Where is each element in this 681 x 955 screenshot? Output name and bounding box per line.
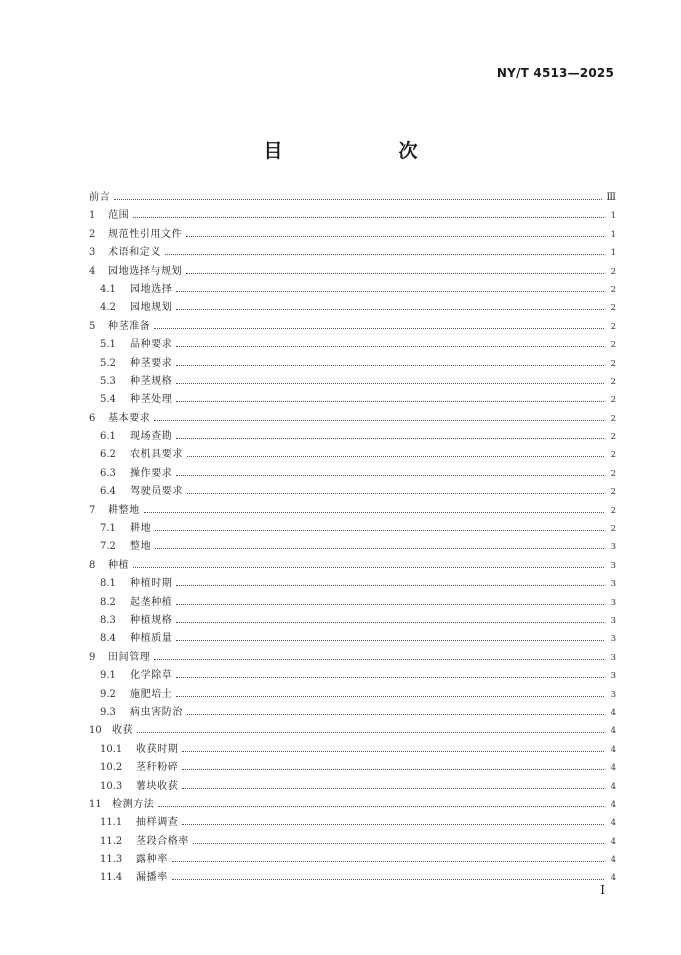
toc-entry-label: 术语和定义 [108, 247, 161, 259]
toc-entry-label: 漏播率 [136, 872, 168, 884]
toc-entry[interactable] [89, 355, 616, 373]
toc-entry-label: 范围 [108, 210, 130, 222]
toc-entry-label: 耕地 [130, 523, 152, 535]
dot-leader [176, 290, 604, 292]
toc-entry[interactable] [89, 594, 616, 612]
toc-entry[interactable] [89, 465, 616, 483]
toc-entry-page: 4 [610, 836, 616, 847]
toc-entry-page: 2 [610, 505, 616, 516]
toc-entry[interactable] [89, 869, 616, 887]
toc-entry[interactable] [89, 667, 616, 685]
toc-entry-page: 2 [610, 487, 616, 498]
toc-entry-page: 4 [610, 726, 616, 737]
toc-entry-number: 7.1 [100, 523, 116, 535]
toc-entry-number: 6.2 [100, 449, 116, 461]
dot-leader [176, 603, 604, 605]
toc-entry[interactable] [89, 649, 616, 667]
toc-entry-page: 4 [610, 873, 616, 884]
page-title: 目 次 [263, 140, 444, 162]
dot-leader [155, 529, 604, 531]
toc-entry[interactable] [89, 759, 616, 777]
toc-entry-number: 6.4 [100, 486, 116, 498]
dot-leader [187, 713, 604, 715]
toc-entry-number: 8.3 [100, 614, 116, 626]
toc-entry-number: 7.2 [100, 541, 116, 553]
toc-entry-number: 5.1 [100, 339, 116, 351]
toc-entry[interactable] [89, 630, 616, 648]
toc-entry-label: 检测方法 [112, 798, 155, 810]
toc-entry-page: 3 [610, 652, 616, 663]
toc-entry-page: 1 [610, 248, 616, 259]
toc-entry-page: 3 [610, 560, 616, 571]
toc-entry-page: 3 [610, 597, 616, 608]
toc-entry[interactable] [89, 446, 616, 464]
dot-leader [176, 308, 604, 310]
dot-leader [155, 547, 604, 549]
dot-leader [176, 400, 604, 402]
toc-entry-label: 种茎处理 [130, 394, 173, 406]
toc-entry-number: 4 [89, 265, 96, 277]
toc-entry-number: 11.2 [100, 835, 123, 847]
toc-entry-page: 2 [610, 284, 616, 295]
toc-entry-page: 2 [610, 450, 616, 461]
toc-entry-label: 抽样调查 [136, 817, 179, 829]
toc-entry-page: 4 [610, 781, 616, 792]
toc-entry-number: 11.3 [100, 854, 123, 866]
toc-entry-number: 9.2 [100, 688, 116, 700]
toc-entry-number: 6.3 [100, 467, 116, 479]
dot-leader [176, 345, 604, 347]
toc-entry-number: 5.2 [100, 357, 116, 369]
dot-leader [154, 658, 604, 660]
dot-leader [154, 419, 604, 421]
toc-entry-page: 4 [610, 799, 616, 810]
toc-entry-page: 2 [610, 358, 616, 369]
toc-entry-number: 2 [89, 228, 96, 240]
table-of-contents [89, 189, 616, 888]
toc-entry-number: 9.3 [100, 706, 116, 718]
toc-entry-number: 5 [89, 320, 96, 332]
toc-entry-page: 2 [610, 340, 616, 351]
toc-entry-page: 3 [610, 689, 616, 700]
dot-leader [137, 731, 604, 733]
dot-leader [172, 860, 604, 862]
toc-entry-label: 种植时期 [130, 578, 173, 590]
dot-leader [186, 235, 604, 237]
dot-leader [172, 878, 604, 880]
toc-entry-label: 前言 [89, 192, 111, 203]
dot-leader [158, 805, 604, 807]
toc-entry-label: 种茎要求 [130, 357, 173, 369]
toc-entry-label: 种植 [108, 559, 130, 571]
toc-entry-page: 3 [610, 542, 616, 553]
toc-entry-page: 2 [610, 266, 616, 277]
toc-entry-number: 4.1 [100, 283, 116, 295]
toc-entry-label: 驾驶员要求 [130, 486, 183, 498]
toc-entry[interactable] [89, 318, 616, 336]
toc-entry-page: 1 [610, 229, 616, 240]
toc-entry-page: 2 [610, 376, 616, 387]
toc-entry-page: 2 [610, 321, 616, 332]
toc-entry[interactable] [89, 538, 616, 556]
toc-entry[interactable] [89, 226, 616, 244]
toc-entry-label: 耕整地 [108, 504, 140, 516]
toc-entry-label: 种植规格 [130, 614, 173, 626]
toc-entry-page: 3 [610, 671, 616, 682]
toc-entry-page: 2 [610, 395, 616, 406]
toc-entry[interactable] [89, 263, 616, 281]
toc-entry-number: 9.1 [100, 670, 116, 682]
dot-leader [182, 823, 604, 825]
dot-leader [154, 327, 604, 329]
toc-entry[interactable] [89, 410, 616, 428]
toc-entry-number: 6.1 [100, 431, 116, 443]
toc-entry-number: 8.1 [100, 578, 116, 590]
toc-entry-label: 薯块收获 [136, 780, 179, 792]
toc-entry-number: 5.3 [100, 375, 116, 387]
toc-entry-label: 田间管理 [108, 651, 151, 663]
toc-entry[interactable] [89, 704, 616, 722]
toc-entry-label: 园地规划 [130, 302, 173, 314]
toc-entry-page: 4 [610, 818, 616, 829]
toc-entry[interactable] [89, 207, 616, 225]
toc-entry-number: 10 [89, 725, 102, 737]
toc-entry-number: 10.2 [100, 762, 123, 774]
toc-entry-page: 4 [610, 707, 616, 718]
toc-entry-label: 现场查勘 [130, 431, 173, 443]
toc-entry[interactable] [89, 814, 616, 832]
toc-entry-number: 9 [89, 651, 96, 663]
toc-entry-number: 1 [89, 210, 96, 222]
dot-leader [182, 750, 604, 752]
toc-entry-label: 园地选择 [130, 283, 173, 295]
toc-entry[interactable] [89, 520, 616, 538]
toc-entry-number: 11.1 [100, 817, 123, 829]
toc-entry-label: 规范性引用文件 [108, 228, 183, 240]
toc-entry-label: 操作要求 [130, 467, 173, 479]
toc-entry[interactable] [89, 281, 616, 299]
toc-entry-page: 1 [610, 211, 616, 222]
toc-entry[interactable] [89, 722, 616, 740]
toc-entry-number: 8 [89, 559, 96, 571]
dot-leader [176, 474, 604, 476]
toc-entry-page: 3 [610, 579, 616, 590]
dot-leader [187, 455, 604, 457]
toc-entry-page: 2 [610, 468, 616, 479]
toc-entry-number: 11.4 [100, 872, 123, 884]
toc-entry[interactable] [89, 502, 616, 520]
dot-leader [176, 676, 604, 678]
dot-leader [193, 842, 604, 844]
dot-leader [182, 787, 604, 789]
dot-leader [176, 695, 604, 697]
dot-leader [176, 584, 604, 586]
dot-leader [133, 566, 604, 568]
toc-entry[interactable] [89, 796, 616, 814]
toc-entry-number: 11 [89, 798, 102, 810]
toc-entry-number: 4.2 [100, 302, 116, 314]
toc-entry[interactable] [89, 612, 616, 630]
toc-entry-label: 起垄种植 [130, 596, 173, 608]
toc-entry-page: 2 [610, 524, 616, 535]
toc-entry-page: 2 [610, 432, 616, 443]
toc-entry-page: 2 [610, 413, 616, 424]
toc-entry-number: 6 [89, 412, 96, 424]
toc-entry-label: 施肥培土 [130, 688, 173, 700]
toc-entry-label: 农机具要求 [130, 449, 183, 461]
toc-entry-page: 4 [610, 855, 616, 866]
toc-entry[interactable] [89, 336, 616, 354]
toc-entry-number: 7 [89, 504, 96, 516]
toc-entry-number: 5.4 [100, 394, 116, 406]
toc-entry-page: 4 [610, 744, 616, 755]
toc-entry-number: 8.4 [100, 633, 116, 645]
dot-leader [176, 437, 604, 439]
toc-entry[interactable] [89, 483, 616, 501]
toc-entry-label: 化学除草 [130, 670, 173, 682]
toc-entry[interactable] [89, 428, 616, 446]
dot-leader [186, 272, 604, 274]
toc-entry-page: 4 [610, 763, 616, 774]
dot-leader [133, 216, 604, 218]
toc-entry[interactable] [89, 244, 616, 262]
dot-leader [176, 621, 604, 623]
toc-entry-label: 整地 [130, 541, 152, 553]
toc-entry-label: 病虫害防治 [130, 706, 183, 718]
dot-leader [165, 253, 604, 255]
toc-entry-number: 10.1 [100, 743, 123, 755]
dot-leader [182, 768, 604, 770]
toc-entry-label: 茎秆粉碎 [136, 762, 179, 774]
toc-entry-number: 10.3 [100, 780, 123, 792]
toc-entry[interactable] [89, 741, 616, 759]
page-number: Ⅰ [600, 883, 605, 897]
dot-leader [176, 639, 604, 641]
toc-entry[interactable] [89, 557, 616, 575]
toc-entry[interactable] [89, 778, 616, 796]
toc-entry[interactable] [89, 299, 616, 317]
toc-entry-page: Ⅲ [606, 192, 616, 203]
toc-entry-number: 3 [89, 247, 96, 259]
dot-leader [114, 198, 602, 200]
toc-entry-label: 收获 [112, 725, 134, 737]
toc-entry-label: 品种要求 [130, 339, 173, 351]
dot-leader [144, 511, 604, 513]
dot-leader [176, 382, 604, 384]
toc-entry-label: 园地选择与规划 [108, 265, 183, 277]
toc-entry-number: 8.2 [100, 596, 116, 608]
dot-leader [176, 364, 604, 366]
toc-entry-page: 3 [610, 615, 616, 626]
toc-entry[interactable] [89, 373, 616, 391]
toc-entry[interactable] [89, 833, 616, 851]
toc-entry[interactable] [89, 189, 616, 207]
toc-entry-label: 种茎规格 [130, 375, 173, 387]
toc-entry-label: 种植质量 [130, 633, 173, 645]
dot-leader [187, 492, 604, 494]
toc-entry-label: 茎段合格率 [136, 835, 189, 847]
toc-entry[interactable] [89, 686, 616, 704]
toc-entry-page: 3 [610, 634, 616, 645]
toc-entry-page: 2 [610, 303, 616, 314]
toc-entry[interactable] [89, 851, 616, 869]
standard-code: NY/T 4513—2025 [496, 66, 614, 80]
toc-entry-label: 露种率 [136, 854, 168, 866]
toc-entry[interactable] [89, 575, 616, 593]
toc-entry-label: 种茎准备 [108, 320, 151, 332]
toc-entry[interactable] [89, 391, 616, 409]
toc-entry-label: 收获时期 [136, 743, 179, 755]
toc-entry-label: 基本要求 [108, 412, 151, 424]
